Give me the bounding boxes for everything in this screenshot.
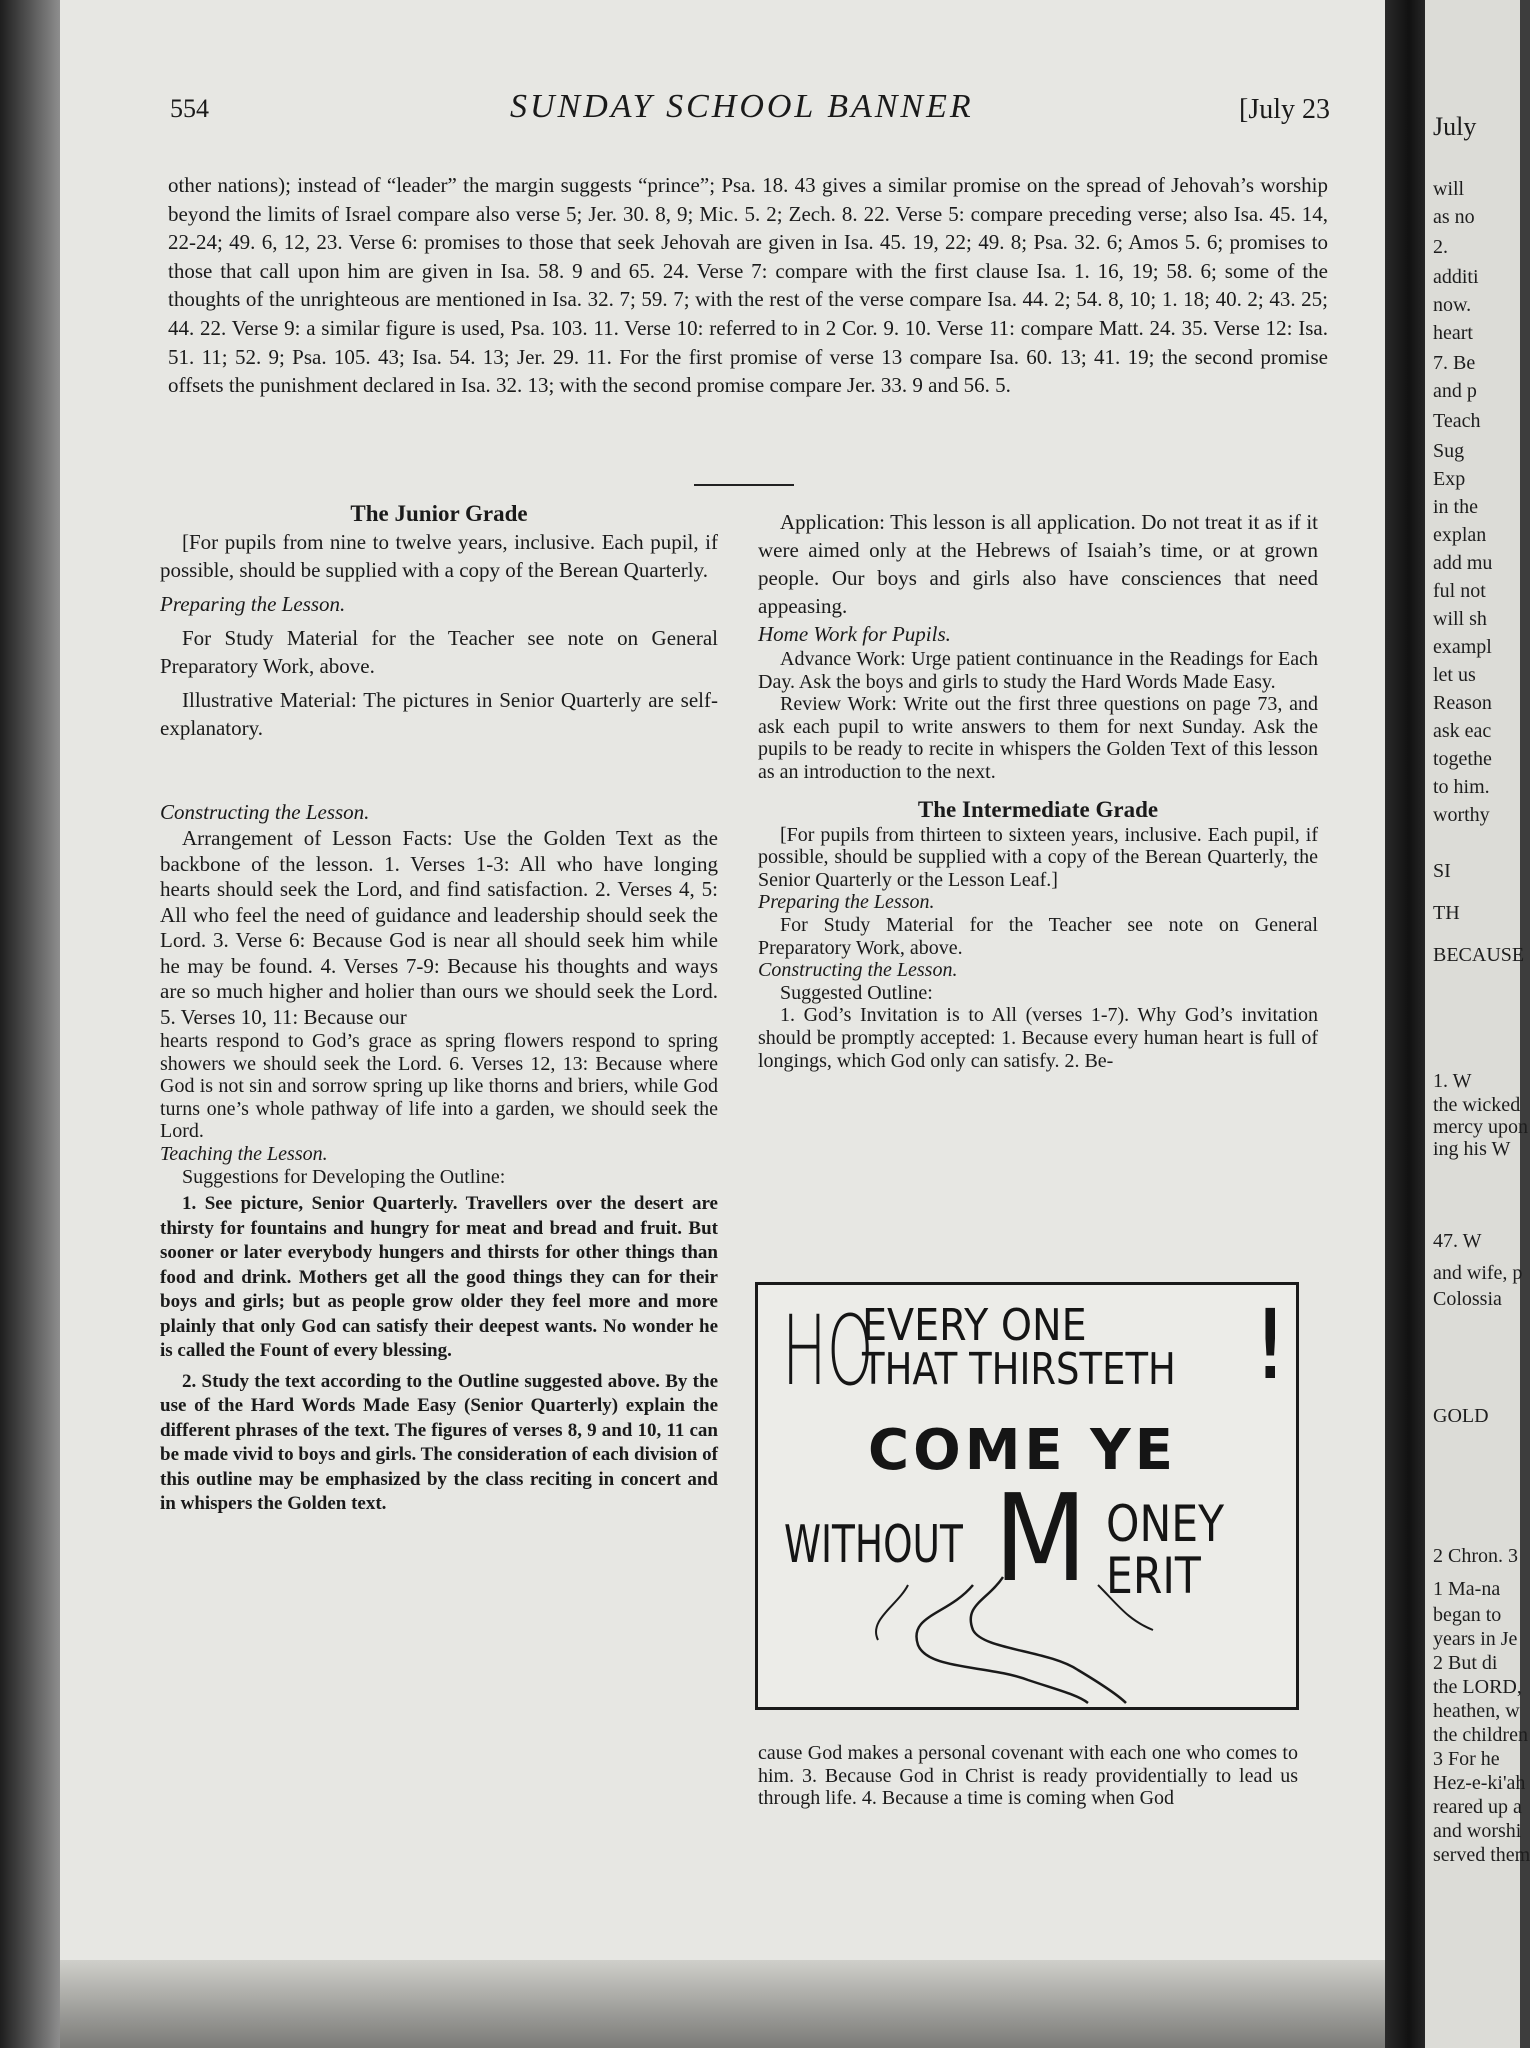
- adjacent-page-line: and p: [1433, 380, 1477, 402]
- suggested-outline-text: 1. God’s Invitation is to All (verses 1-7). Why God’s invitation should be promptly accepted: 1. Because every human heart is full of longings, which God only can satisfy. 2. Be-: [758, 1004, 1318, 1072]
- adjacent-page-line: 1 Ma-na: [1433, 1578, 1501, 1600]
- adjacent-page-line: reared up a: [1433, 1796, 1522, 1818]
- adjacent-page-line: 3 For he: [1433, 1748, 1500, 1770]
- adjacent-page-line: the LORD,: [1433, 1676, 1522, 1698]
- adjacent-page-line: the children: [1433, 1724, 1528, 1746]
- adjacent-page-line: BECAUSE: [1433, 944, 1525, 966]
- page-bottom-shadow: [60, 1960, 1385, 2048]
- poster-every-one: EVERY ONE: [862, 1300, 1087, 1351]
- adjacent-page-line: 2.: [1433, 236, 1448, 258]
- left-column: [160, 500, 718, 1517]
- adjacent-page-line: worthy: [1433, 804, 1490, 826]
- junior-point-2: 2. Study the text according to the Outline suggested above. By the use of the Hard Words Made Easy (Senior Quarterly) explain the different phrases of the text. The figures of verses 8, 9 and 10, 11 can be made vivid to boys and girls. The consideration of each division of this outline may be emphasized by the class reciting in concert and in whispers the Golden text.: [160, 1370, 718, 1515]
- suggested-outline-label: Suggested Outline:: [780, 981, 933, 1004]
- adjacent-page-line: to him.: [1433, 776, 1490, 798]
- intermediate-audience: [For pupils from thirteen to sixteen years, inclusive. Each pupil, if possible, should be supplied with a copy of the Berean Quarterly, the Senior Quarterly or the Lesson Leaf.]: [758, 823, 1318, 891]
- junior-teaching-heading: Teaching the Lesson.: [160, 1142, 328, 1165]
- adjacent-page-line: let us: [1433, 664, 1476, 686]
- junior-audience: [For pupils from nine to twelve years, inclusive. Each pupil, if possible, should be supplied with a copy of the Berean Quarterly.: [160, 530, 718, 582]
- adjacent-page-line: SI: [1433, 860, 1451, 882]
- homework-heading: Home Work for Pupils.: [758, 622, 951, 646]
- junior-preparing-heading: Preparing the Lesson.: [160, 592, 346, 616]
- adjacent-page-line: mercy upon: [1433, 1116, 1528, 1138]
- adjacent-page-line: began to: [1433, 1604, 1502, 1626]
- adjacent-page-line: years in Je: [1433, 1628, 1518, 1650]
- junior-constructing-heading: Constructing the Lesson.: [160, 800, 370, 824]
- junior-arrangement: Arrangement of Lesson Facts: Use the Golden Text as the backbone of the lesson. 1. Verses 1-3: All who have longing hearts should seek the Lord, and find satisfaction. 2. Verses 4, 5: All who feel the need of guidance and leadership should seek the Lord. 3. Verse 6: Because God is near all should seek him while he may be found. 4. Verses 7-9: Because his thoughts and ways are so much higher and holier than ours we should seek the Lord. 5. Verses 10, 11: Because our: [160, 826, 718, 1029]
- adjacent-page-line: Teach: [1433, 410, 1481, 432]
- advance-work: Advance Work: Urge patient continuance in the Readings for Each Day. Ask the boys and girls to study the Hard Words Made Easy.: [758, 648, 1318, 693]
- intermediate-study-material: For Study Material for the Teacher see note on General Preparatory Work, above.: [758, 913, 1318, 959]
- intermediate-constructing-heading: Constructing the Lesson.: [758, 959, 958, 982]
- adjacent-page-line: TH: [1433, 902, 1460, 924]
- page-number: 554: [170, 94, 209, 123]
- right-column: [758, 508, 1318, 1072]
- adjacent-page-line: exampl: [1433, 636, 1492, 658]
- intermediate-preparing-heading: Preparing the Lesson.: [758, 891, 935, 914]
- poster-exclamation: !: [1251, 1289, 1290, 1401]
- scan-edge: [0, 0, 60, 2048]
- adjacent-page-fragment: [1425, 0, 1530, 2048]
- adjacent-page-line: Exp: [1433, 468, 1466, 490]
- review-work: Review Work: Write out the first three questions on page 73, and ask each pupil to write answers to them for next Sunday. Ask the pupils to be ready to recite in whispers the Golden Text of this lesson as an introduction to the next.: [758, 693, 1318, 783]
- adjacent-page-line: will: [1433, 178, 1465, 200]
- poster-that-thirsteth: THAT THIRSTETH: [862, 1344, 1176, 1395]
- junior-grade-heading: The Junior Grade: [350, 501, 528, 526]
- journal-title: SUNDAY SCHOOL BANNER: [510, 88, 974, 125]
- adjacent-page-line: 47. W: [1433, 1230, 1482, 1252]
- adjacent-page-line: 1. W: [1433, 1070, 1472, 1092]
- adjacent-page-line: and worshi: [1433, 1820, 1522, 1842]
- adjacent-page-line: Hez-e-ki'ah: [1433, 1772, 1526, 1794]
- adjacent-page-line: and wife, p: [1433, 1262, 1523, 1284]
- adjacent-page-line: now.: [1433, 294, 1472, 316]
- adjacent-page-line: as no: [1433, 206, 1475, 228]
- adjacent-page-line: GOLD: [1433, 1405, 1489, 1427]
- junior-application: Application: This lesson is all application. Do not treat it as if it were aimed only at the Hebrews of Isaiah’s time, or at grown people. Our boys and girls also have consciences that need appeasing.: [758, 510, 1318, 618]
- adjacent-page-line: 2 But di: [1433, 1652, 1498, 1674]
- adjacent-page-line: ing his W: [1433, 1138, 1511, 1160]
- junior-arrangement-cont: hearts respond to God’s grace as spring flowers respond to spring showers we should seek the Lord. 6. Verses 12, 13: Because where God is not sin and sorrow spring up like thorns and briers, while God turns one’s whole pathway of life into a garden, we should seek the Lord.: [160, 1030, 718, 1143]
- junior-suggestions: Suggestions for Developing the Outline:: [182, 1165, 506, 1188]
- running-header: [170, 88, 1330, 138]
- adjacent-page-line: Colossia: [1433, 1288, 1502, 1310]
- adjacent-page-line: additi: [1433, 266, 1479, 288]
- adjacent-page-line: will sh: [1433, 608, 1487, 630]
- adjacent-page-line: ful not: [1433, 580, 1486, 602]
- adjacent-page-line: heathen, w: [1433, 1700, 1520, 1722]
- adjacent-page-line: Reason: [1433, 692, 1492, 714]
- adjacent-page-line: 2 Chron. 3: [1433, 1545, 1518, 1567]
- poster-come-ye: COME YE: [868, 1418, 1177, 1483]
- poster-oney: ONEY: [1106, 1495, 1225, 1553]
- poster-big-m: M: [994, 1470, 1088, 1609]
- adjacent-page-line: ask eac: [1433, 720, 1492, 742]
- poster-erit: ERIT: [1106, 1547, 1201, 1605]
- book-gutter: [1385, 0, 1425, 2048]
- intermediate-grade-heading: The Intermediate Grade: [917, 796, 1159, 822]
- adjacent-page-line: heart: [1433, 322, 1473, 344]
- adjacent-page-line: add mu: [1433, 552, 1493, 574]
- poster-ho: HO: [782, 1295, 874, 1407]
- adjacent-page-line: served them: [1433, 1844, 1530, 1866]
- junior-illustrative: Illustrative Material: The pictures in Senior Quarterly are self-explanatory.: [160, 688, 718, 740]
- adjacent-page-line: 7. Be: [1433, 352, 1476, 374]
- adjacent-page-line: explan: [1433, 524, 1487, 546]
- junior-point-1: 1. See picture, Senior Quarterly. Travellers over the desert are thirsty for fountains and hungry for meat and bread and fruit. But sooner or later everybody hungers and thirsts for other things than food and drink. Mothers get all the good things they can for their boys and girls; but as people grow older they feel more and more plainly that only God can satisfy their deepest wants. No wonder he is called the Fount of every blessing.: [160, 1193, 718, 1362]
- adjacent-page-line: Sug: [1433, 440, 1465, 462]
- come-ye-illustration: [755, 1282, 1299, 1710]
- adjacent-page-line: the wicked: [1433, 1094, 1521, 1116]
- issue-date: [July 23: [1239, 94, 1330, 125]
- poster-without: WITHOUT: [784, 1515, 963, 1575]
- adjacent-page-line: togethe: [1433, 748, 1492, 770]
- intermediate-continuation: cause God makes a personal covenant with each one who comes to him. 3. Because God in Christ is ready providentially to lead us through life. 4. Because a time is coming when God: [758, 1742, 1298, 1810]
- junior-study-material: For Study Material for the Teacher see note on General Preparatory Work, above.: [160, 626, 718, 678]
- section-divider: [694, 484, 794, 486]
- adjacent-page-line: July: [1433, 112, 1477, 141]
- adjacent-page-line: in the: [1433, 496, 1478, 518]
- intro-paragraph: other nations); instead of “leader” the margin suggests “prince”; Psa. 18. 43 gives a similar promise on the spread of Jehovah’s worship beyond the limits of Israel compare also verse 5; Jer. 30. 8, 9; Mic. 5. 2; Zech. 8. 22. Verse 5: compare preceding verse; also Isa. 45. 14, 22-24; 49. 6, 12, 23. Verse 6: promises to those that seek Jehovah are given in Isa. 45. 19, 22; 49. 8; Psa. 32. 6; Amos 5. 6; promises to those that call upon him are given in Isa. 58. 9 and 65. 24. Verse 7: compare with the first clause Isa. 1. 16, 19; 58. 6; some of the thoughts of the unrighteous are mentioned in Isa. 32. 7; 59. 7; with the rest of the verse compare Isa. 44. 2; 54. 8, 10; 1. 18; 40. 2; 43. 25; 44. 22. Verse 9: a similar figure is used, Psa. 103. 11. Verse 10: referred to in 2 Cor. 9. 10. Verse 11: compare Matt. 24. 35. Verse 12: Isa. 51. 11; 52. 9; Psa. 105. 43; Isa. 54. 13; Jer. 29. 11. For the first promise of verse 13 compare Isa. 60. 13; 41. 19; the second promise offsets the punishment declared in Isa. 32. 13; with the second promise compare Jer. 33. 9 and 56. 5.: [168, 173, 1328, 398]
